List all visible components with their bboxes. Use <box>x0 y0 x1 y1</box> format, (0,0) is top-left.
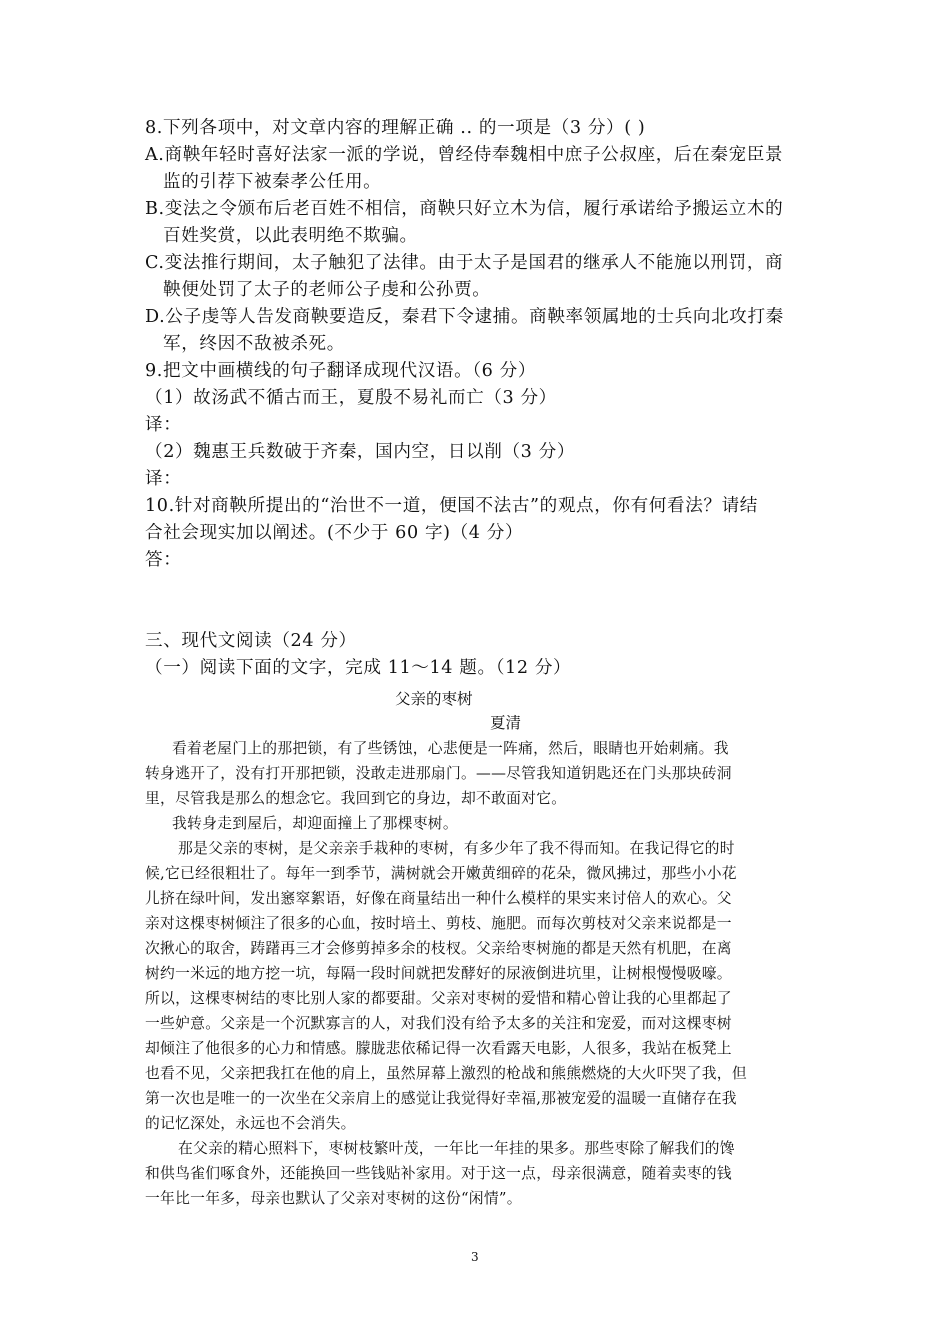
paragraph-3-line-8: 一些妒意。父亲是一个沉默寡言的人，对我们没有给予太多的关注和宠爱，而对这棵枣树 <box>145 1015 732 1032</box>
question-8-option-a-line2: 监的引荐下被秦孝公任用。 <box>163 172 382 192</box>
paragraph-4-line-1: 在父亲的精心照料下，枣树枝繁叶茂，一年比一年挂的果多。那些枣除了解我们的馋 <box>178 1140 735 1157</box>
question-8-option-b-line1: B.变法之令颁布后老百姓不相信，商鞅只好立木为信，履行承诺给予搬运立木的 <box>145 199 784 219</box>
paragraph-3-line-5: 次揪心的取舍，踌躇再三才会修剪掉多余的枝杈。父亲给枣树施的都是天然有机肥，在离 <box>145 940 732 957</box>
paragraph-1-line-2: 转身逃开了，没有打开那把锁，没敢走进那扇门。——尽管我知道钥匙还在门头那块砖洞 <box>145 765 732 782</box>
section-3-heading: 三、现代文阅读（24 分） <box>145 631 357 651</box>
question-10-line2: 合社会现实加以阐述。(不少于 60 字)（4 分） <box>145 523 524 543</box>
question-8-option-b-line2: 百姓奖赏，以此表明绝不欺骗。 <box>163 226 418 246</box>
question-9-item-1-answer-label: 译： <box>145 415 182 435</box>
question-8-option-c-line2: 鞅便处罚了太子的老师公子虔和公孙贾。 <box>163 280 491 300</box>
paragraph-3-line-9: 却倾注了他很多的心力和情感。朦胧悲依稀记得一次看露天电影，人很多，我站在板凳上 <box>145 1040 732 1057</box>
question-10-line1: 10.针对商鞅所提出的“治世不一道，便国不法古”的观点，你有何看法？请结 <box>145 496 758 516</box>
page-number: 3 <box>471 1250 479 1264</box>
question-8-stem: 8.下列各项中，对文章内容的理解正确 .. 的一项是（3 分）( ) <box>145 118 646 138</box>
paragraph-4-line-2: 和供鸟雀们啄食外，还能换回一些钱贴补家用。对于这一点，母亲很满意，随着卖枣的钱 <box>145 1165 732 1182</box>
paragraph-3-line-2: 候,它已经很粗壮了。每年一到季节，满树就会开嫩黄细碎的花朵，微风拂过，那些小小花 <box>145 865 737 882</box>
question-8-option-d-line2: 军，终因不敌被杀死。 <box>163 334 345 354</box>
question-8-option-d-line1: D.公子虔等人告发商鞅要造反，秦君下令逮捕。商鞅率领属地的士兵向北攻打秦 <box>145 307 784 327</box>
paragraph-3-line-4: 亲对这棵枣树倾注了很多的心血，按时培土、剪枝、施肥。而每次剪枝对父亲来说都是一 <box>145 915 732 932</box>
section-3-sub-heading: （一）阅读下面的文字，完成 11～14 题。（12 分） <box>145 658 572 678</box>
question-9-item-2-answer-label: 译： <box>145 469 182 489</box>
question-9-stem: 9.把文中画横线的句子翻译成现代汉语。（6 分） <box>145 361 537 381</box>
question-9-item-1: （1）故汤武不循古而王，夏殷不易礼而亡（3 分） <box>145 388 557 408</box>
paragraph-3-line-12: 的记忆深处，永远也不会消失。 <box>145 1115 356 1132</box>
paragraph-3-line-1: 那是父亲的枣树，是父亲亲手栽种的枣树，有多少年了我不得而知。在我记得它的时 <box>178 840 735 857</box>
paragraph-1-line-1: 看着老屋门上的那把锁，有了些锈蚀，心悲便是一阵痛，然后，眼睛也开始刺痛。我 <box>172 740 729 757</box>
question-9-item-2: （2）魏惠王兵数破于齐秦，国内空，日以削（3 分） <box>145 442 576 462</box>
question-10-answer-label: 答： <box>145 550 182 570</box>
article-title: 父亲的枣树 <box>395 690 473 708</box>
paragraph-3-line-10: 也看不见，父亲把我扛在他的肩上，虽然屏幕上激烈的枪战和熊熊燃烧的大火吓哭了我，但 <box>145 1065 747 1082</box>
paragraph-2-line-1: 我转身走到屋后，却迎面撞上了那棵枣树。 <box>172 815 458 832</box>
question-8-option-a-line1: A.商鞅年轻时喜好法家一派的学说，曾经侍奉魏相中庶子公叔座，后在秦宠臣景 <box>145 145 784 165</box>
paragraph-1-line-3: 里，尽管我是那么的想念它。我回到它的身边，却不敢面对它。 <box>145 790 567 807</box>
paragraph-3-line-6: 树约一米远的地方挖一坑，每隔一段时间就把发酵好的尿液倒进坑里，让树根慢慢吸嚎。 <box>145 965 732 982</box>
paragraph-3-line-3: 儿挤在绿叶间，发出窸窣絮语，好像在商量结出一种什么模样的果实来讨倍人的欢心。父 <box>145 890 732 907</box>
article-author: 夏清 <box>490 714 522 732</box>
question-8-option-c-line1: C.变法推行期间，太子触犯了法律。由于太子是国君的继承人不能施以刑罚，商 <box>145 253 784 273</box>
paragraph-3-line-7: 所以，这棵枣树结的枣比别人家的都要甜。父亲对枣树的爱惜和精心曾让我的心里都起了 <box>145 990 732 1007</box>
paragraph-3-line-11: 第一次也是唯一的一次坐在父亲肩上的感觉让我觉得好幸福,那被宠爱的温暖一直储存在我 <box>145 1090 737 1107</box>
paragraph-4-line-3: 一年比一年多，母亲也默认了父亲对枣树的这份“闲情”。 <box>145 1190 522 1207</box>
